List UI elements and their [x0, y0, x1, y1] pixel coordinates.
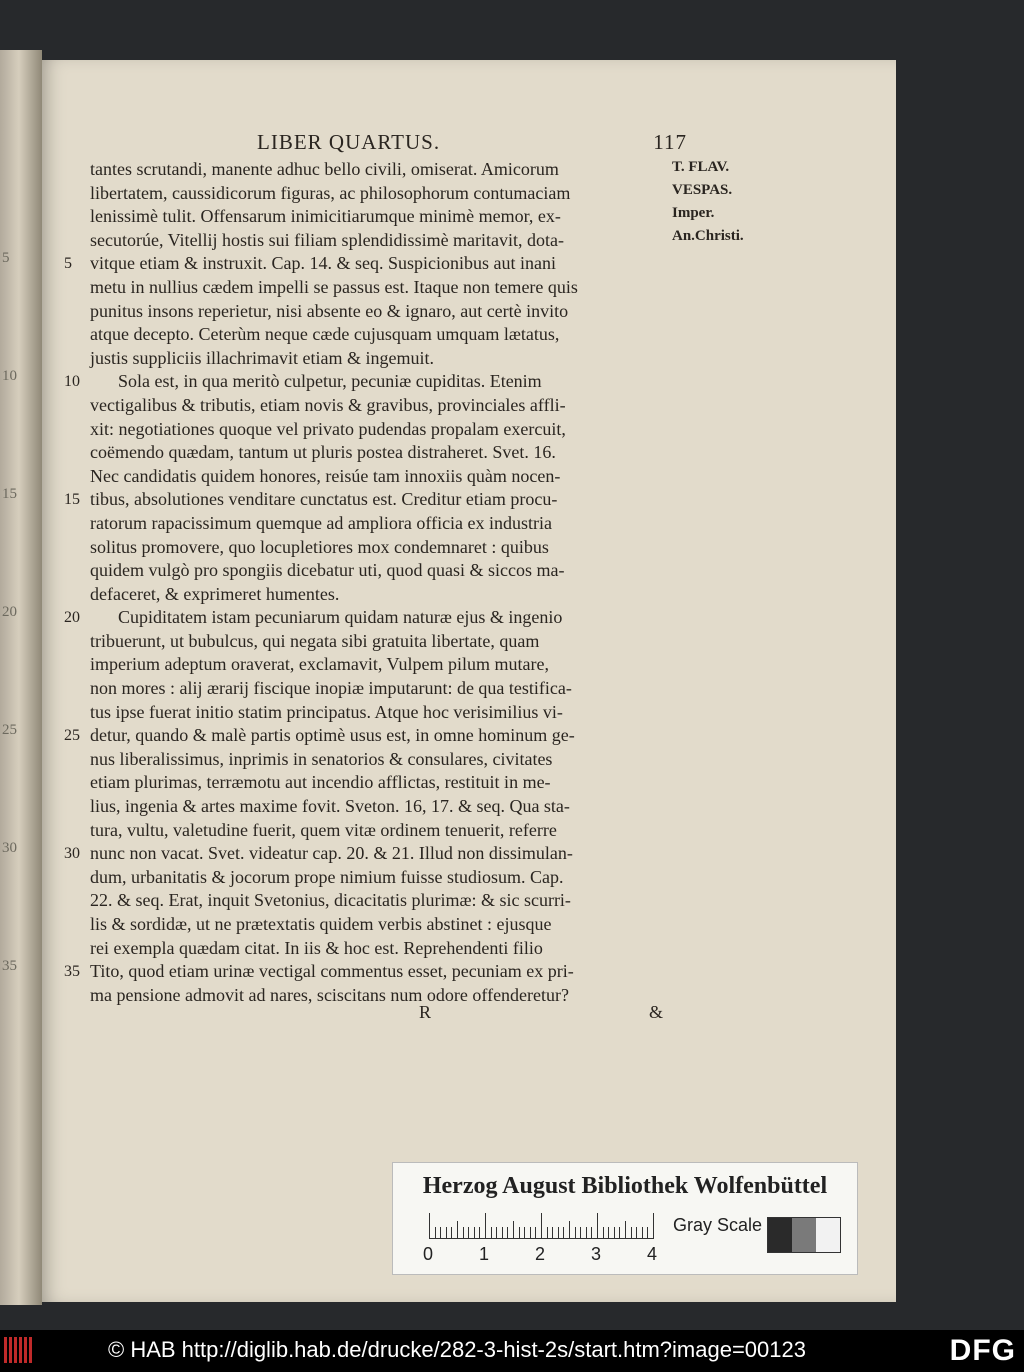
ruler-tick — [603, 1227, 604, 1239]
text-line — [90, 182, 714, 206]
text-line — [90, 630, 714, 654]
text-line — [90, 819, 714, 843]
text-line — [90, 889, 714, 913]
text-line-content: 22. & seq. Erat, inquit Svetonius, dicacitatis plurimæ: & sic scurri- — [90, 890, 571, 911]
text-line — [90, 913, 714, 937]
text-line-content: rei exempla quædam citat. In iis & hoc est. Reprehendenti filio — [90, 937, 543, 958]
line-number: 10 — [64, 373, 80, 391]
previous-page-number: 10 — [2, 368, 17, 384]
text-line — [90, 559, 714, 583]
text-line-content: lenissimè tulit. Offensarum inimicitiarumque minimè memor, ex- — [90, 206, 561, 227]
text-line — [90, 771, 714, 795]
ruler-tick — [463, 1227, 464, 1239]
text-line — [90, 583, 714, 607]
book-page — [42, 60, 896, 1302]
ruler-tick — [468, 1227, 469, 1239]
text-line — [90, 937, 714, 961]
ruler-tick — [563, 1227, 564, 1239]
ruler-tick — [530, 1227, 531, 1239]
ruler-tick — [631, 1227, 632, 1239]
text-line — [64, 488, 714, 512]
margin-note: An.Christi. — [672, 228, 744, 244]
text-line-content: nus liberalissimus, inprimis in senatorios & consulares, civitates — [90, 748, 553, 769]
text-line — [64, 960, 714, 984]
text-line-content: Tito, quod etiam urinæ vectigal commentus esset, pecuniam ex pri- — [90, 961, 574, 982]
running-title: LIBER QUARTUS. — [257, 130, 441, 154]
text-line-content: vectigalibus & tributis, etiam novis & gravibus, provinciales affli- — [90, 394, 566, 415]
text-line — [90, 418, 714, 442]
text-line-content: punitus insons reperietur, nisi absente eo & ignaro, aut certè invito — [90, 300, 569, 321]
ruler-tick — [513, 1221, 514, 1239]
ruler-tick — [647, 1227, 648, 1239]
text-line-content: etiam plurimas, terræmotu aut incendio afflictas, restituit in me- — [90, 772, 551, 793]
text-line — [90, 795, 714, 819]
text-line — [90, 347, 714, 371]
text-line-content: defaceret, & exprimeret humentes. — [90, 583, 340, 604]
text-line-content: solitus promovere, quo locupletiores mox condemnaret : quibus — [90, 536, 549, 557]
margin-note: VESPAS. — [672, 182, 733, 198]
ruler-tick — [614, 1227, 615, 1239]
color-calibration-bar — [392, 1162, 858, 1275]
gray-swatch — [792, 1218, 816, 1252]
previous-page-number: 15 — [2, 486, 17, 502]
gray-swatch — [768, 1218, 792, 1252]
ruler-tick — [485, 1213, 486, 1239]
text-line-content: tribuerunt, ut bubulcus, qui negata sibi gratuita libertate, quam — [90, 630, 540, 651]
text-line-content: xit: negotiationes quoque vel privato pudendas propalam exercuit, — [90, 418, 566, 439]
text-line — [90, 701, 714, 725]
line-number: 30 — [64, 845, 80, 863]
text-line-content: ratorum rapacissimum quemque ad ampliora officia ex industria — [90, 512, 553, 533]
text-line-content: Nec candidatis quidem honores, reisúe tam innoxiis quàm nocen- — [90, 465, 561, 486]
text-line — [90, 984, 714, 1008]
text-line-content: imperium adeptum oraverat, exclamavit, Vulpem pilum mutare, — [90, 654, 549, 675]
text-line — [64, 842, 714, 866]
previous-page-number: 5 — [2, 250, 10, 266]
ruler-tick — [552, 1227, 553, 1239]
text-line-content: non mores : alij ærarij fiscique inopiæ imputarunt: de qua testifica- — [90, 678, 572, 699]
margin-notes — [672, 156, 744, 248]
text-line — [90, 748, 714, 772]
ruler-tick — [446, 1227, 447, 1239]
library-name: Herzog August Bibliothek Wolfenbüttel — [422, 1173, 828, 1199]
text-line — [90, 441, 714, 465]
ruler-tick — [440, 1227, 441, 1239]
copyright-url[interactable]: © HAB http://diglib.hab.de/drucke/282-3-hist-2s/start.htm?image=00123 — [108, 1337, 806, 1362]
gray-scale-swatches — [767, 1217, 841, 1253]
ruler-tick — [451, 1227, 452, 1239]
text-line-content: libertatem, caussidicorum figuras, ac philosophorum contumaciam — [90, 182, 571, 203]
previous-page-number: 35 — [2, 958, 17, 974]
ruler-number: 4 — [647, 1244, 658, 1264]
text-line-content: ma pensione admovit ad nares, sciscitans num odore offenderetur? — [90, 984, 570, 1005]
ruler-tick — [524, 1227, 525, 1239]
ruler-tick — [569, 1221, 570, 1239]
text-line-content: justis suppliciis illachrimavit etiam & ingemuit. — [90, 347, 434, 368]
ruler-tick — [642, 1227, 643, 1239]
ruler-tick — [558, 1227, 559, 1239]
text-line-content: tus ipse fuerat initio statim principatus. Atque hoc verisimilius vi- — [90, 701, 563, 722]
text-line-content: metu in nullius cædem impelli se passus est. Itaque non temere quis — [90, 276, 578, 297]
text-line — [90, 394, 714, 418]
scale-ruler — [429, 1213, 653, 1239]
text-line-content: Sola est, in qua meritò culpetur, pecuniæ cupiditas. Etenim — [118, 371, 542, 392]
ruler-tick — [586, 1227, 587, 1239]
previous-page-number: 25 — [2, 722, 17, 738]
ruler-number: 2 — [535, 1244, 546, 1264]
text-line — [90, 512, 714, 536]
text-line — [90, 276, 714, 300]
text-line-content: nunc non vacat. Svet. videatur cap. 20. & 21. Illud non dissimulan- — [90, 843, 573, 864]
catchword: & — [649, 1002, 664, 1022]
ruler-tick — [547, 1227, 548, 1239]
ruler-tick — [580, 1227, 581, 1239]
ruler-tick — [619, 1227, 620, 1239]
dfg-logo: DFG — [949, 1334, 1016, 1367]
line-number: 35 — [64, 963, 80, 981]
ruler-tick — [608, 1227, 609, 1239]
text-line-content: dum, urbanitatis & jocorum prope nimium fuisse studiosum. Cap. — [90, 866, 564, 887]
text-line — [90, 653, 714, 677]
ruler-tick — [591, 1227, 592, 1239]
ruler-tick — [653, 1213, 654, 1239]
gray-swatch — [816, 1218, 840, 1252]
hab-logo-icon — [4, 1337, 44, 1363]
ruler-tick — [575, 1227, 576, 1239]
line-number: 15 — [64, 491, 80, 509]
text-line-content: quidem vulgò pro spongiis dicebatur uti, quod quasi & siccos ma- — [90, 560, 565, 581]
ruler-tick — [496, 1227, 497, 1239]
body-text — [64, 158, 714, 1007]
text-line-content: Cupiditatem istam pecuniarum quidam naturæ ejus & ingenio — [118, 607, 563, 628]
text-line — [90, 866, 714, 890]
text-line — [90, 536, 714, 560]
text-line-content: lius, ingenia & artes maxime fovit. Sveton. 16, 17. & seq. Qua sta- — [90, 796, 570, 817]
margin-note: Imper. — [672, 205, 715, 221]
text-line-content: tantes scrutandi, manente adhuc bello civili, omiserat. Amicorum — [90, 159, 559, 179]
footer-bar — [0, 1330, 1024, 1372]
line-number: 25 — [64, 727, 80, 745]
text-line — [90, 323, 714, 347]
signature-mark: R — [419, 1002, 432, 1022]
text-line-content: atque decepto. Ceterùm neque cæde cujusquam umquam lætatus, — [90, 324, 560, 345]
previous-page-edge — [0, 50, 42, 1305]
ruler-tick — [429, 1213, 430, 1239]
ruler-tick — [519, 1227, 520, 1239]
gray-scale-label: Gray Scale — [673, 1215, 763, 1235]
ruler-tick — [541, 1213, 542, 1239]
text-line-content: tura, vultu, valetudine fuerit, quem vitæ ordinem tenuerit, referre — [90, 819, 557, 840]
ruler-tick — [491, 1227, 492, 1239]
text-line — [64, 252, 714, 276]
text-line-content: vitque etiam & instruxit. Cap. 14. & seq. Suspicionibus aut inani — [90, 253, 556, 274]
text-line — [64, 606, 714, 630]
previous-page-number: 30 — [2, 840, 17, 856]
text-line-content: tibus, absolutiones venditare cunctatus est. Creditur etiam procu- — [90, 489, 558, 510]
text-line — [90, 229, 714, 253]
page-number: 117 — [653, 130, 687, 154]
text-line — [64, 724, 714, 748]
text-line-content: secutorúe, Vitellij hostis sui filiam splendidissimè maritavit, dota- — [90, 229, 565, 250]
text-line — [90, 205, 714, 229]
ruler-tick — [474, 1227, 475, 1239]
margin-note: T. FLAV. — [672, 159, 730, 175]
line-number: 20 — [64, 609, 80, 627]
ruler-tick — [625, 1221, 626, 1239]
text-line — [90, 677, 714, 701]
ruler-tick — [457, 1221, 458, 1239]
ruler-tick — [479, 1227, 480, 1239]
ruler-number: 0 — [423, 1244, 434, 1264]
ruler-tick — [636, 1227, 637, 1239]
text-line — [64, 370, 714, 394]
ruler-tick — [597, 1213, 598, 1239]
ruler-tick — [535, 1227, 536, 1239]
text-line — [90, 158, 714, 182]
text-line-content: lis & sordidæ, ut ne prætextatis quidem verbis abstinet : ejusque — [90, 914, 552, 934]
ruler-number: 3 — [591, 1244, 602, 1264]
text-line — [90, 465, 714, 489]
ruler-number: 1 — [479, 1244, 490, 1264]
ruler-tick — [435, 1227, 436, 1239]
previous-page-number: 20 — [2, 604, 17, 620]
ruler-tick — [502, 1227, 503, 1239]
text-line — [90, 300, 714, 324]
text-line-content: coëmendo quædam, tantum ut pluris postea distraheret. Svet. 16. — [90, 442, 556, 463]
ruler-tick — [507, 1227, 508, 1239]
line-number: 5 — [64, 255, 72, 273]
text-line-content: detur, quando & malè partis optimè usus est, in omne hominum ge- — [90, 725, 575, 746]
